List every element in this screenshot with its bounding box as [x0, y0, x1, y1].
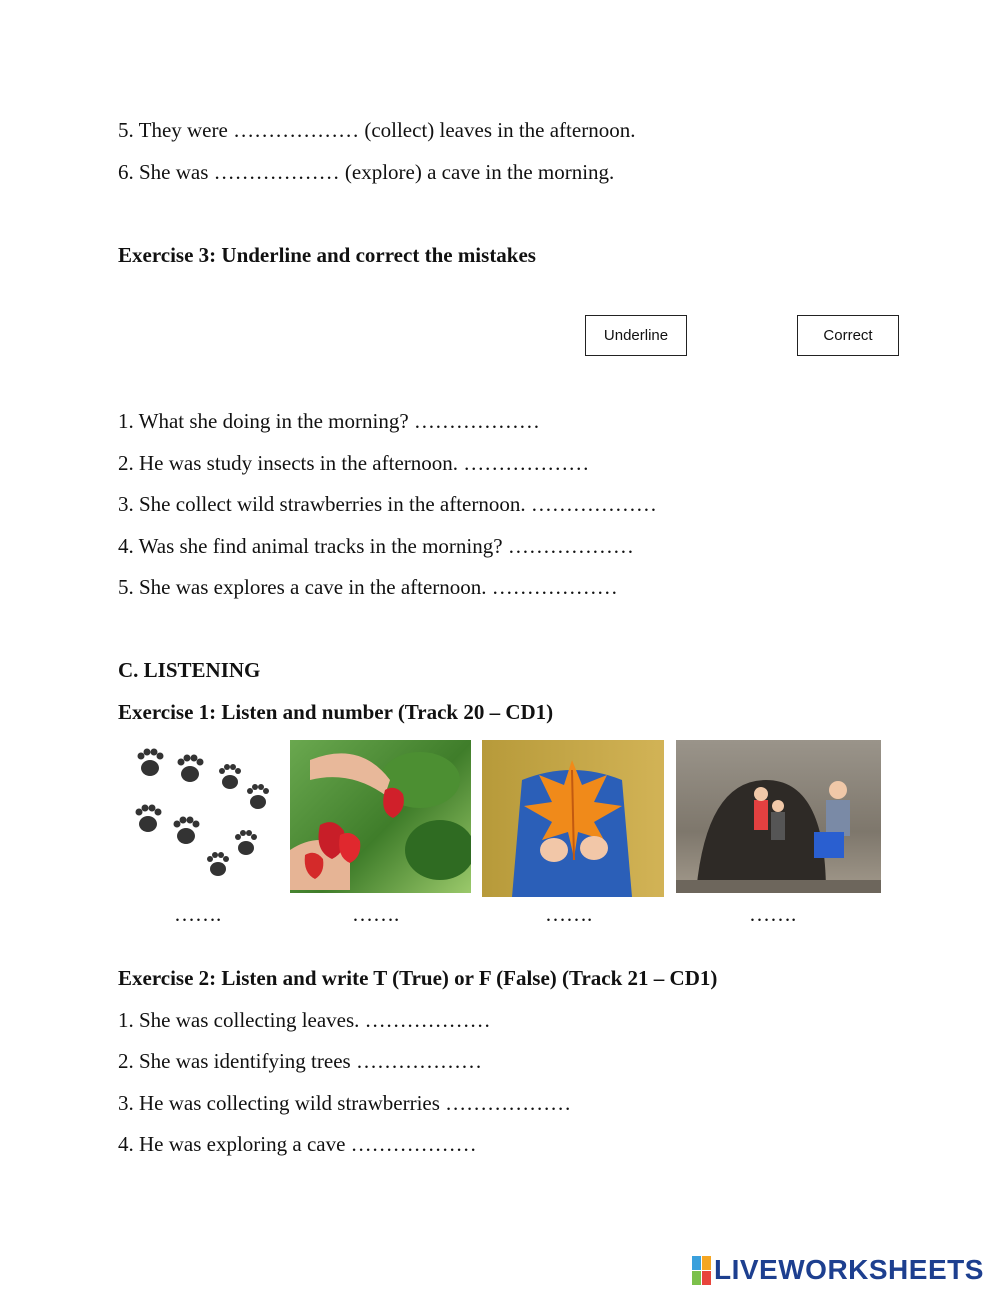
exercise2-item-4[interactable]: 4. He was exploring a cave ………………: [118, 1132, 477, 1156]
answer-blank-1[interactable]: …….: [174, 902, 222, 926]
liveworksheets-logo[interactable]: [692, 1254, 984, 1286]
exercise3-item-4[interactable]: 4. Was she find animal tracks in the morning? ………………: [118, 534, 634, 558]
strawberries-image: [290, 740, 471, 893]
grammar-item-5: 5. They were ……………… (collect) leaves in the afternoon.: [118, 118, 636, 142]
strawberry-icon: [290, 740, 471, 893]
listening-heading: C. LISTENING: [118, 658, 261, 682]
exercise3-title: Exercise 3: Underline and correct the mistakes: [118, 243, 536, 267]
animal-tracks-image: [128, 740, 274, 880]
answer-blank-3[interactable]: …….: [545, 902, 593, 926]
logo-mark-icon: [692, 1256, 711, 1285]
exercise2-item-2[interactable]: 2. She was identifying trees ………………: [118, 1049, 482, 1073]
maple-leaf-icon: [482, 740, 664, 897]
exercise2-item-1[interactable]: 1. She was collecting leaves. ………………: [118, 1008, 491, 1032]
cave-kids-image: [676, 740, 881, 893]
answer-blank-2[interactable]: …….: [352, 902, 400, 926]
answer-blank-4[interactable]: …….: [749, 902, 797, 926]
exercise3-item-2[interactable]: 2. He was study insects in the afternoon. ………………: [118, 451, 590, 475]
listening-exercise1-title: Exercise 1: Listen and number (Track 20 – CD1): [118, 700, 554, 724]
exercise3-item-5[interactable]: 5. She was explores a cave in the afternoon. ………………: [118, 575, 618, 599]
exercise2-item-3[interactable]: 3. He was collecting wild strawberries ………………: [118, 1091, 572, 1115]
exercise3-item-1[interactable]: 1. What she doing in the morning? ………………: [118, 409, 540, 433]
correct-button[interactable]: Correct: [797, 315, 899, 356]
grammar-item-6: 6. She was ……………… (explore) a cave in the morning.: [118, 160, 615, 184]
cave-icon: [676, 740, 881, 893]
autumn-leaf-image: [482, 740, 664, 897]
listening-exercise2-title: Exercise 2: Listen and write T (True) or F (False) (Track 21 – CD1): [118, 966, 718, 990]
underline-button[interactable]: Underline: [585, 315, 687, 356]
exercise3-item-3[interactable]: 3. She collect wild strawberries in the afternoon. ………………: [118, 492, 657, 516]
paw-prints-icon: [128, 740, 274, 880]
logo-text: LIVEWORKSHEETS: [714, 1254, 984, 1285]
